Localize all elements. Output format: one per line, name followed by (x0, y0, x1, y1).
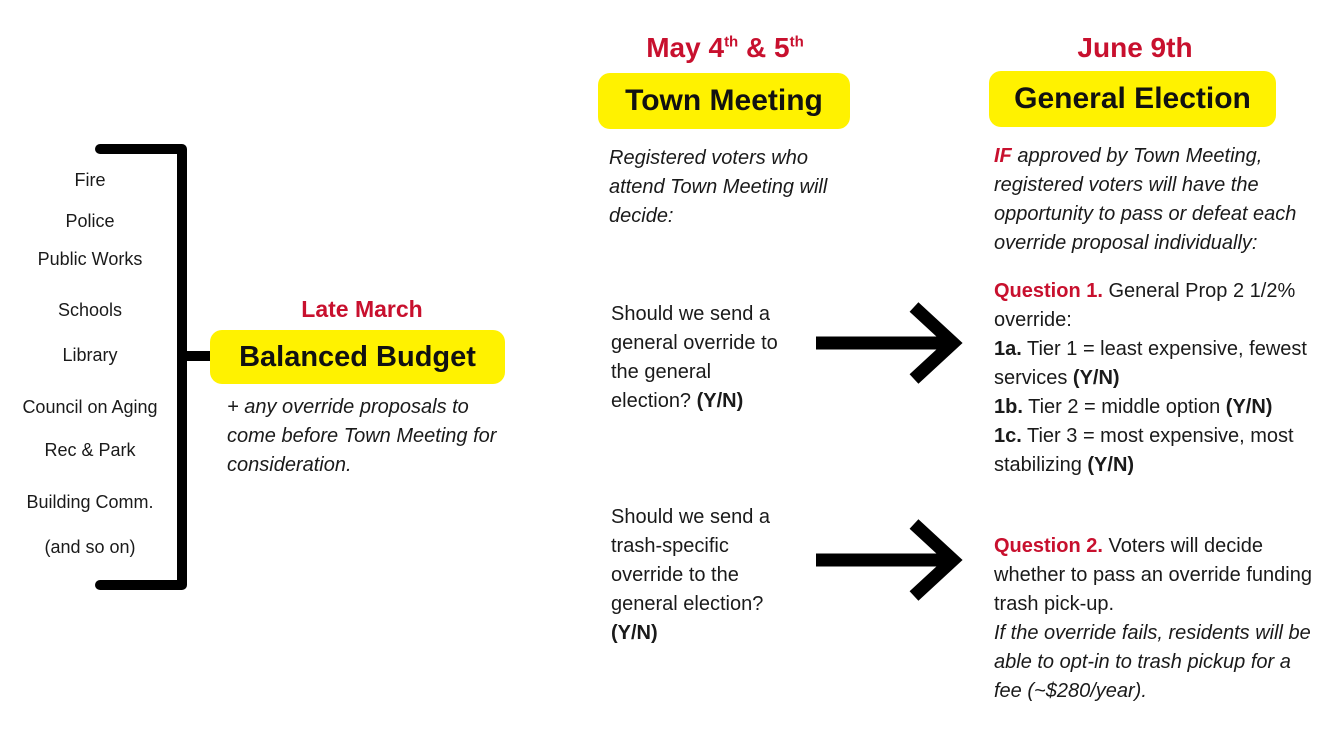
budget-date: Late March (301, 296, 423, 322)
general-election-intro: IF approved by Town Meeting, registered voters will have the opportunity to pass or defeat each override proposal individually: (994, 145, 1297, 254)
budget-title: Balanced Budget (210, 330, 505, 384)
dept-rec-park: Rec & Park (44, 440, 136, 460)
dept-building-comm: Building Comm. (26, 492, 154, 512)
department-bracket (100, 149, 182, 585)
town-meeting-date: May 4th & 5th (646, 32, 804, 63)
town-meeting-title: Town Meeting (598, 73, 850, 129)
dept-fire: Fire (74, 170, 106, 190)
general-election-title: General Election (989, 71, 1276, 127)
dept-schools: Schools (57, 300, 123, 320)
arrow-2 (816, 524, 953, 596)
option-1b: 1b. Tier 2 = middle option (Y/N) (994, 396, 1273, 418)
dept-library: Library (62, 345, 118, 365)
question-2-note: If the override fails, residents will be able to opt-in to trash pickup for a fee (~$280/year). (994, 622, 1311, 702)
dept-public-works: Public Works (37, 249, 143, 269)
arrow-1 (816, 307, 953, 379)
option-1c: 1c. Tier 3 = most expensive, most stabilizing (Y/N) (994, 425, 1294, 476)
budget-note: + any override proposals to come before Town Meeting for consideration. (227, 396, 497, 476)
town-meeting-question-1: Should we send a general override to the general election? (Y/N) (611, 303, 778, 412)
town-meeting-intro: Registered voters who attend Town Meeting will decide: (609, 147, 828, 227)
town-meeting-question-2: Should we send a trash-specific override to the general election? (Y/N) (611, 506, 771, 644)
dept-police: Police (65, 211, 115, 231)
question-1-header: Question 1. General Prop 2 1/2% override: (994, 280, 1296, 331)
dept-council-on-aging: Council on Aging (22, 397, 158, 417)
question-2-header: Question 2. Voters will decide whether to pass an override funding trash pick-up. (994, 535, 1312, 615)
general-election-date: June 9th (1077, 32, 1193, 63)
general-election-question-1 (994, 277, 1329, 480)
dept-and-so-on: (and so on) (44, 537, 136, 557)
general-election-question-2 (994, 532, 1314, 706)
option-1a: 1a. Tier 1 = least expensive, fewest services (Y/N) (994, 338, 1307, 389)
